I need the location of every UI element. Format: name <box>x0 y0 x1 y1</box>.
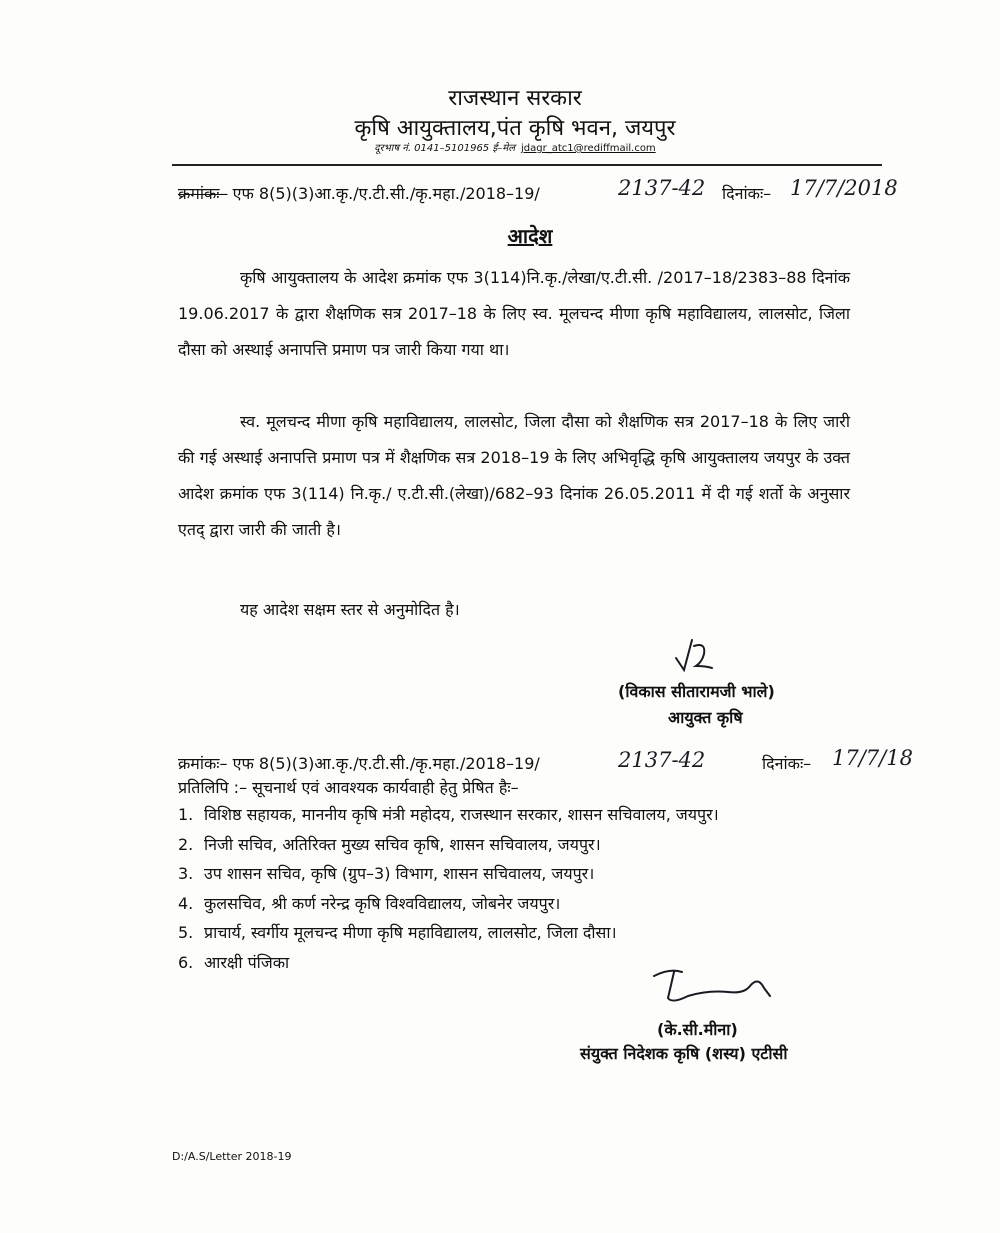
copy-handwritten-number: 2137-42 <box>618 748 706 772</box>
copy-date-label: दिनांकः– <box>762 754 812 773</box>
signatory1-name: (विकास सीतारामजी भाले) <box>618 682 775 701</box>
letterhead-divider <box>172 164 882 166</box>
letterhead-government: राजस्थान सरकार <box>448 86 582 111</box>
letterhead-phone: दूरभाष नं. 0141–5101965 ई–मेल <box>374 143 516 154</box>
order-date-label: दिनांकः– <box>722 184 772 203</box>
list-item: 5. प्राचार्य, स्वर्गीय मूलचन्द मीणा कृषि महाविद्यालय, लालसोट, जिला दौसा। <box>178 923 617 942</box>
list-item: 2. निजी सचिव, अतिरिक्त मुख्य सचिव कृषि, शासन सचिवालय, जयपुर। <box>178 834 601 854</box>
copy-reference <box>178 752 540 774</box>
signatory1-designation: आयुक्त कृषि <box>668 708 743 727</box>
signatory2-name: (के.सी.मीना) <box>657 1020 738 1039</box>
paragraph-1: कृषि आयुक्तालय के आदेश क्रमांक एफ 3(114)नि.कृ./लेखा/ए.टी.सी. /2017–18/2383–88 दिनांक 19.06.2017 के द्वारा शैक्षणिक सत्र 2017–18 के लिए स्व. मूलचन्द मीणा कृषि महाविद्यालय, लालसोट, जिला दौसा को अस्थाई अनापत्ति प्रमाण पत्र जारी किया गया था। <box>178 268 850 359</box>
letterhead-contact <box>0 140 1000 154</box>
file-reference-footer: D:/A.S/Letter 2018-19 <box>172 1150 292 1163</box>
list-item: 3. उप शासन सचिव, कृषि (ग्रुप–3) विभाग, शासन सचिवालय, जयपुर। <box>178 864 595 883</box>
order-handwritten-date: 17/7/2018 <box>790 176 898 200</box>
document-title: आदेश <box>507 224 553 248</box>
copy-intro: प्रतिलिपि :– सूचनार्थ एवं आवश्यक कार्यवाही हेतु प्रेषित हैः– <box>178 778 519 797</box>
list-item: 4. कुलसचिव, श्री कर्ण नरेन्द्र कृषि विश्वविद्यालय, जोबनेर जयपुर। <box>178 893 561 913</box>
copy-ref-label: क्रमांकः– <box>178 754 228 773</box>
order-reference <box>178 182 540 204</box>
signature-commissioner <box>672 636 716 676</box>
order-ref-label: क्रमांकः– <box>178 184 228 203</box>
paragraph-2: स्व. मूलचन्द मीणा कृषि महाविद्यालय, लालसोट, जिला दौसा को शैक्षणिक सत्र 2017–18 के लिए जारी की गई अस्थाई अनापत्ति प्रमाण पत्र में शैक्षणिक सत्र 2018–19 के लिए अभिवृद्धि कृषि आयुक्तालय जयपुर के उक्त आदेश क्रमांक एफ 3(114) नि.कृ./ ए.टी.सी.(लेखा)/682–93 दिनांक 26.05.2011 में दी गई शर्तो के अनुसार एतद् द्वारा जारी की जाती है। <box>178 412 850 539</box>
letterhead-email: jdagr_atc1@rediffmail.com <box>521 143 656 154</box>
copy-handwritten-date: 17/7/18 <box>832 746 913 770</box>
list-item: 6. आरक्षी पंजिका <box>178 952 290 972</box>
signatory2-designation: संयुक्त निदेशक कृषि (शस्य) एटीसी <box>580 1044 788 1063</box>
paragraph-3: यह आदेश सक्षम स्तर से अनुमोदित है। <box>240 600 460 619</box>
signature-joint-director <box>648 962 778 1006</box>
order-ref-number: एफ 8(5)(3)आ.कृ./ए.टी.सी./कृ.महा./2018–19/ <box>232 184 540 203</box>
copy-ref-number: एफ 8(5)(3)आ.कृ./ए.टी.सी./कृ.महा./2018–19/ <box>232 754 540 773</box>
list-item: 1. विशिष्ठ सहायक, माननीय कृषि मंत्री महोदय, राजस्थान सरकार, शासन सचिवालय, जयपुर। <box>178 805 719 824</box>
copy-recipient-list <box>178 800 858 977</box>
order-handwritten-number: 2137-42 <box>618 176 706 200</box>
letterhead-office: कृषि आयुक्तालय,पंत कृषि भवन, जयपुर <box>354 116 676 141</box>
